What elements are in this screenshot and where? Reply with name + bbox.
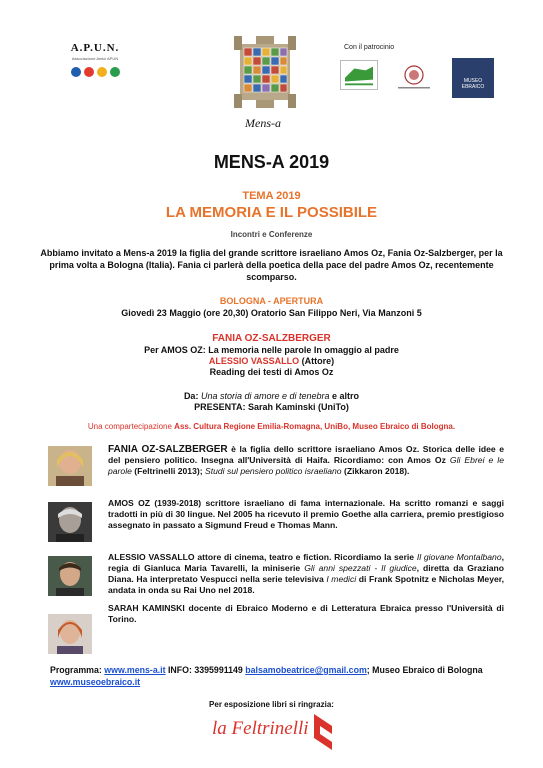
bio-fania-text3: (Zikkaron 2018). (341, 466, 410, 476)
apun-logo-text: A.P.U.N. (70, 42, 120, 54)
email-link[interactable]: balsamobeatrice@gmail.com (245, 665, 367, 675)
regione-emilia-romagna-logo (340, 60, 378, 90)
bio-alessio-a: ALESSIO VASSALLO attore di cinema, teatro e fiction. Ricordiamo la serie (108, 552, 417, 562)
programma-line (50, 664, 500, 688)
programma-label: Programma: (50, 665, 105, 675)
info-phone: INFO: 3395991149 (165, 665, 246, 675)
patrocinio-label: Con il patrocinio (344, 44, 395, 51)
bio-fania-text: è la figlia dello scrittore israeliano Amos Oz. Storica delle idee e del pensiero politico. Insegna all'Università di Haifa. Ricordiamo: con Amos Oz (108, 444, 505, 465)
amos-photo (48, 502, 92, 542)
bologna-apertura: BOLOGNA - APERTURA (219, 296, 324, 306)
da-book-title: Una storia di amore e di tenebra (200, 391, 330, 401)
fania-photo (48, 446, 92, 486)
bio-alessio-d: Gli anni spezzati - Il giudice (304, 563, 417, 573)
da-prefix: Da: (183, 391, 201, 401)
per-amos-line: Per AMOS OZ: La memoria nelle parole In omaggio al padre (144, 345, 399, 355)
bio-fania-name: FANIA OZ-SALZBERGER (108, 444, 228, 455)
event-date-line: Giovedì 23 Maggio (ore 20,30) Oratorio San Filippo Neri, Via Manzoni 5 (121, 308, 422, 318)
bio-alessio-b: Il giovane Montalbano (416, 552, 502, 562)
bio-alessio-f: I medici (326, 574, 357, 584)
sarah-photo (48, 614, 92, 654)
reading-line: Reading dei testi di Amos Oz (209, 367, 334, 377)
compart-orgs: Ass. Cultura Regione Emilia-Romagna, UniBo, Museo Ebraico di Bologna. (174, 422, 456, 431)
intro-paragraph: Abbiamo invitato a Mens-a 2019 la figlia del grande scrittore israeliano Amos Oz, Fania Oz-Salzberger, per la prima volta a Bologna (Italia). Fania ci parlerà della poetica della pace del padre Amos Oz, recentemente scomparso. (40, 248, 503, 282)
apun-logo (62, 42, 128, 98)
feltrinelli-mark-icon (310, 712, 336, 752)
unibo-seal-logo (394, 64, 434, 92)
bio-alessio-c: , regia di Gianluca Maria Tavarelli, la miniserie (108, 552, 504, 573)
museo-ebraico-label: MUSEO EBRAICO (461, 78, 485, 90)
apun-logo-subtitle: Associazione Amici APUN (71, 56, 119, 61)
museo-ebraico-logo (452, 58, 494, 98)
bio-fania-book2: Studi sul pensiero politico israeliano (204, 466, 342, 476)
alessio-name: ALESSIO VASSALLO (208, 356, 300, 366)
alessio-role: (Attore) (299, 356, 335, 366)
alessio-line (0, 356, 543, 366)
bio-alessio (108, 552, 504, 596)
tema-label: TEMA 2019 (242, 190, 301, 202)
museo-label: ; Museo Ebraico di Bologna (366, 665, 483, 675)
bio-alessio-e: , diretta da Graziano Diana. Ha interpretato Vespucci nella serie televisiva (108, 563, 505, 584)
thanks-line: Per esposizione libri si ringrazia: (209, 700, 334, 709)
museo-link[interactable]: www.museoebraico.it (50, 677, 141, 687)
bio-fania-text2: (Feltrinelli 2013); (131, 466, 205, 476)
bio-amos: AMOS OZ (1939-2018) scrittore israeliano di fama internazionale. Ha scritto romanzi e saggi tradotti in più di 30 lingue. Nel 2005 ha ricevuto il premio Goethe alla carriera, premio prestigioso assegnato in passato a Sigmund Freud e Thomas Mann. (108, 498, 504, 530)
da-line (0, 391, 543, 401)
mens-a-mosaic-logo (220, 34, 310, 114)
fania-heading: FANIA OZ-SALZBERGER (212, 333, 331, 344)
da-suffix: e altro (329, 391, 360, 401)
feltrinelli-logo-text: la Feltrinelli (212, 718, 309, 739)
bio-alessio-g: di Frank Spotnitz e Nicholas Meyer, andata in onda su Rai Uno nel 2018. (108, 574, 505, 595)
compartecipazione-line (0, 422, 543, 431)
bio-fania (108, 444, 504, 477)
apun-badges-icon (62, 67, 128, 77)
bio-fania-book1: Gli Ebrei e le parole (108, 455, 504, 476)
page-title: MENS-A 2019 (213, 152, 330, 172)
compart-prefix: Una compartecipazione (87, 422, 175, 431)
presenta-line: PRESENTA: Sarah Kaminski (UniTo) (194, 402, 349, 412)
main-title: LA MEMORIA E IL POSSIBILE (165, 204, 378, 221)
bio-sarah: SARAH KAMINSKI docente di Ebraico Moderno e di Letteratura Ebraica presso l'Università di Torino. (108, 603, 504, 624)
alessio-photo (48, 556, 92, 596)
mens-a-link[interactable]: www.mens-a.it (104, 665, 166, 675)
mens-a-script-title: Mens-a (245, 116, 281, 130)
incontri-label: Incontri e Conferenze (230, 230, 313, 239)
